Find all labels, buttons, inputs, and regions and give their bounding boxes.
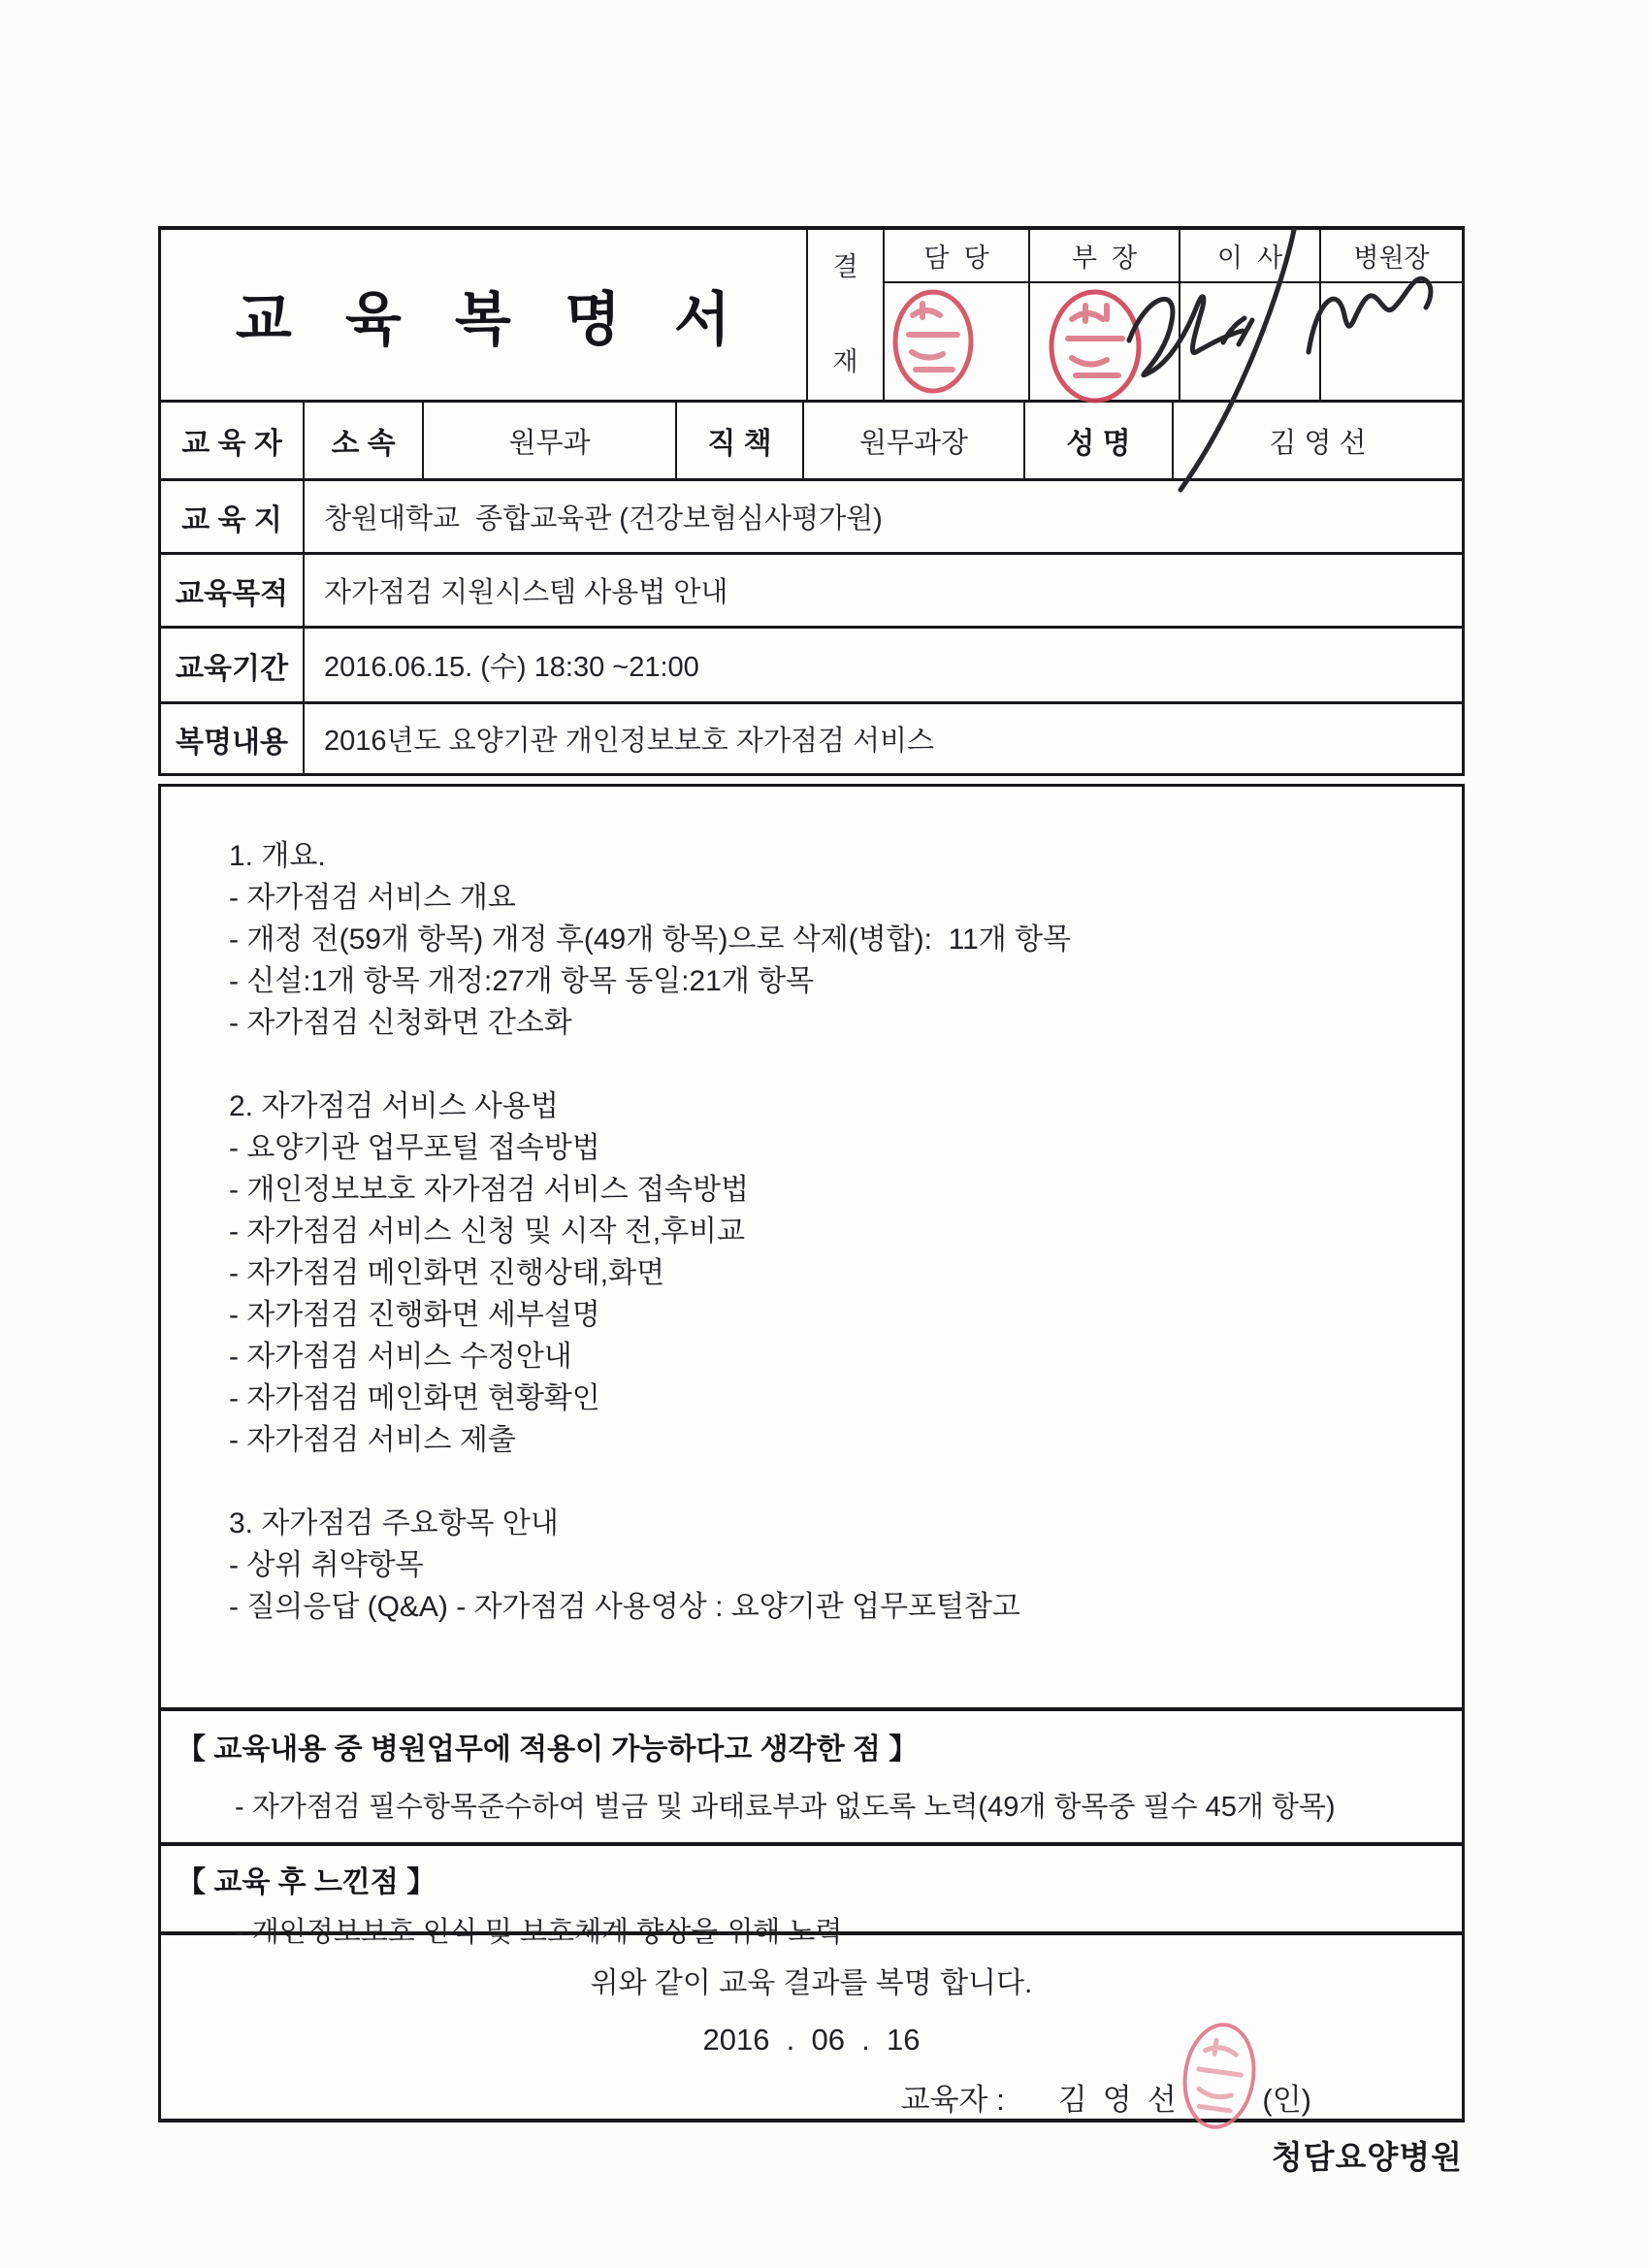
body-line bbox=[229, 1461, 1394, 1503]
approval-label-top: 결 bbox=[832, 252, 858, 281]
body-line: - 요양기관 업무포털 접속방법 bbox=[229, 1132, 600, 1164]
approval-col-bujang: 부 장 bbox=[1030, 230, 1180, 283]
body-line: - 자가점검 진행화면 세부설명 bbox=[229, 1299, 600, 1331]
body-line: - 질의응답 (Q&A) - 자가점검 사용영상 : 요양기관 업무포털참고 bbox=[229, 1591, 1020, 1623]
body-line: - 자가점검 신청화면 간소화 bbox=[229, 1007, 572, 1039]
approval-label-bottom: 재 bbox=[832, 347, 858, 376]
impressions-section bbox=[161, 1846, 1462, 1948]
impressions-content: - 개인정보보호 인식 및 보호체계 향상을 위해 노력 bbox=[235, 1917, 843, 1948]
body-line: - 자가점검 서비스 개요 bbox=[229, 882, 516, 914]
applicable-points-section bbox=[161, 1711, 1462, 1846]
document-title: 교 육 복 명 서 bbox=[235, 286, 750, 352]
educator-label: 교 육 자 bbox=[161, 403, 305, 481]
period-value: 2016.06.15. (수) 18:30 ~21:00 bbox=[305, 629, 1462, 704]
name-value: 김 영 선 bbox=[1174, 403, 1462, 481]
report-label: 복명내용 bbox=[161, 704, 305, 773]
body-line: - 자가점검 서비스 신청 및 시작 전,후비교 bbox=[229, 1215, 746, 1247]
approval-col-byeongwonjang: 병원장 bbox=[1321, 230, 1462, 283]
body-line: - 개정 전(59개 항목) 개정 후(49개 항목)으로 삭제(병합): 11개 항목 bbox=[229, 923, 1072, 956]
approval-label-cell bbox=[808, 230, 885, 400]
purpose-value: 자가점검 지원시스템 사용법 안내 bbox=[305, 555, 1462, 629]
signer-label: 교육자 : bbox=[900, 2083, 1005, 2117]
approval-sign-cell-bujang bbox=[1030, 283, 1180, 400]
body-line: 3. 자가점검 주요항목 안내 bbox=[229, 1507, 559, 1539]
report-body-table bbox=[158, 784, 1465, 2122]
approval-sign-cell-byeongwonjang bbox=[1321, 283, 1462, 400]
approval-col-damdang: 담 당 bbox=[885, 230, 1030, 283]
applicable-points-header: 【 교육내용 중 병원업무에 적용이 가능하다고 생각한 점 】 bbox=[177, 1733, 919, 1766]
body-line: 2. 자가점검 서비스 사용법 bbox=[229, 1090, 559, 1122]
closing-date: 2016 . 06 . 16 bbox=[702, 2023, 921, 2057]
name-label: 성 명 bbox=[1025, 403, 1174, 481]
signer-name: 김 영 선 bbox=[1057, 2083, 1180, 2117]
header-info-table bbox=[158, 226, 1465, 776]
hospital-name: 청담요양병원 bbox=[1271, 2139, 1463, 2175]
body-line bbox=[229, 1044, 1394, 1085]
body-line: - 상위 취약항목 bbox=[229, 1549, 424, 1581]
report-value: 2016년도 요양기관 개인정보보호 자가점검 서비스 bbox=[324, 726, 935, 757]
approval-sign-cell-damdang bbox=[885, 283, 1030, 400]
closing-section bbox=[161, 1935, 1462, 2119]
body-line: - 자가점검 메인화면 진행상태,화면 bbox=[229, 1257, 665, 1289]
closing-signer-row bbox=[161, 2075, 1462, 2119]
place-value: 창원대학교 종합교육관 (건강보험심사평가원) bbox=[305, 481, 1462, 555]
body-line: - 자가점검 서비스 제출 bbox=[229, 1424, 516, 1456]
approval-sign-cell-isa bbox=[1180, 283, 1321, 400]
impressions-header: 【 교육 후 느낀점 】 bbox=[177, 1866, 436, 1898]
approval-col-isa: 이 사 bbox=[1180, 230, 1321, 283]
body-line: - 신설:1개 항목 개정:27개 항목 동일:21개 항목 bbox=[229, 965, 815, 997]
period-label: 교육기간 bbox=[161, 629, 305, 704]
body-line: - 개인정보보호 자가점검 서비스 접속방법 bbox=[229, 1174, 749, 1206]
position-label: 직 책 bbox=[677, 403, 804, 481]
body-line: - 자가점검 서비스 수정안내 bbox=[229, 1341, 572, 1373]
purpose-label: 교육목적 bbox=[161, 555, 305, 629]
applicable-points-content: - 자가점검 필수항목준수하여 벌금 및 과태료부과 없도록 노력(49개 항목중 필수 45개 항목) bbox=[235, 1791, 1336, 1823]
place-label: 교 육 지 bbox=[161, 481, 305, 555]
body-line: 1. 개요. bbox=[229, 840, 326, 872]
closing-statement: 위와 같이 교육 결과를 복명 합니다. bbox=[590, 1967, 1033, 1999]
affiliation-value: 원무과 bbox=[424, 403, 677, 481]
body-line: - 자가점검 메인화면 현황확인 bbox=[229, 1382, 600, 1414]
education-content-section bbox=[161, 787, 1462, 1711]
seal-mark: (인) bbox=[1262, 2083, 1311, 2117]
position-value: 원무과장 bbox=[804, 403, 1025, 481]
affiliation-label: 소 속 bbox=[305, 403, 424, 481]
document-title-cell bbox=[161, 230, 808, 400]
